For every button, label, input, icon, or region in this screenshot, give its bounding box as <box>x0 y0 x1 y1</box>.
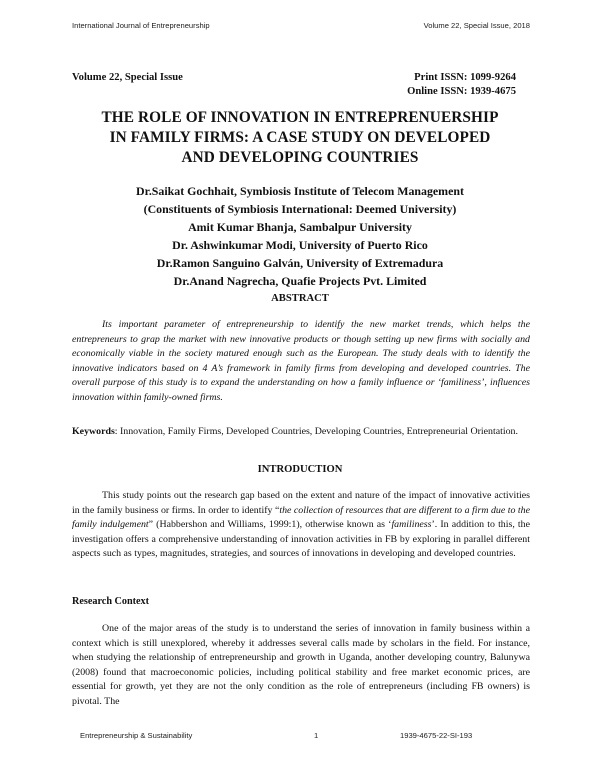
introduction-text-1: This study points out the research gap based on the extent and nature of the impact of innovative activities in the family business or firms. In order to identify “ <box>72 490 530 516</box>
title-line: AND DEVELOPING COUNTRIES <box>181 149 419 166</box>
title-line: THE ROLE OF INNOVATION IN ENTREPRENUERSHIP <box>101 109 499 126</box>
research-context-heading: Research Context <box>72 596 150 607</box>
footer-code: 1939-4675-22-SI-193 <box>400 731 473 740</box>
author-list <box>40 182 560 290</box>
paper-title <box>40 108 560 168</box>
introduction-term: familiness <box>391 519 432 531</box>
author-line: Dr.Anand Nagrecha, Quafie Projects Pvt. Limited <box>173 274 427 288</box>
page-number: 1 <box>314 731 319 740</box>
author-line: Dr.Ramon Sanguino Galván, University of Extremadura <box>156 256 444 270</box>
title-line: IN FAMILY FIRMS: A CASE STUDY ON DEVELOPED <box>109 129 491 146</box>
introduction-quote: the collection of resources that are different to a firm due to the family indulgement <box>72 504 530 531</box>
research-context-text: One of the major areas of the study is to understand the series of innovation in family business within a context which is still unexplored, whereby it addresses several calls made by scholars in the field. For instance, when studying the relationship of entrepreneurship and growth in Uganda, another developing country, Balunywa (2008) found that macroeconomic policies, including political stability and free market economic prices, are essential for growth, yet they are not the only condition as the role of entrepreneurs (including FB owners) is pivotal. The <box>72 623 530 707</box>
running-header-journal: International Journal of Entrepreneurship <box>72 21 210 30</box>
introduction-heading: INTRODUCTION <box>257 464 343 475</box>
keywords-label: Keywords <box>72 426 115 437</box>
introduction-text-3: ’. In addition to this, the investigation offers a comprehensive understanding of innovation activities in FB by exploring in parallel different aspects such as types, magnitudes, strategies, and sources of innovations in developing and developed countries. <box>72 519 530 560</box>
keywords <box>72 425 530 440</box>
footer-journal: Entrepreneurship & Sustainability <box>80 731 193 740</box>
author-line: (Constituents of Symbiosis International: Deemed University) <box>143 202 457 216</box>
volume-label: Volume 22, Special Issue <box>72 72 183 83</box>
author-line: Dr. Ashwinkumar Modi, University of Puerto Rico <box>172 238 428 252</box>
abstract-text: Its important parameter of entrepreneurship to identify the new market trends, which helps the entrepreneurs to grap the market with new innovative products or though setting up new firms with socially and economically viable in the society matured enough such as the European. The study deals with to identify the innovative indicators based on 4 A’s framework in family firms from developing and developed countries. The overall purpose of this study is to expand the understanding on how a family influence or ‘familiness’, influences innovation within family-owned firms. <box>72 319 530 403</box>
author-line: Dr.Saikat Gochhait, Symbiosis Institute of Telecom Management <box>136 184 464 198</box>
abstract-heading: ABSTRACT <box>271 293 329 304</box>
author-line: Amit Kumar Bhanja, Sambalpur University <box>188 220 412 234</box>
introduction-text <box>72 489 530 562</box>
introduction-text-2: ” (Habbershon and Williams, 1999:1), otherwise known as ‘ <box>148 519 392 531</box>
print-issn: Print ISSN: 1099-9264 <box>414 72 516 83</box>
running-header-volume: Volume 22, Special Issue, 2018 <box>423 21 530 30</box>
keywords-text: : Innovation, Family Firms, Developed Countries, Developing Countries, Entrepreneurial Orientation. <box>114 426 518 437</box>
online-issn: Online ISSN: 1939-4675 <box>407 86 516 97</box>
